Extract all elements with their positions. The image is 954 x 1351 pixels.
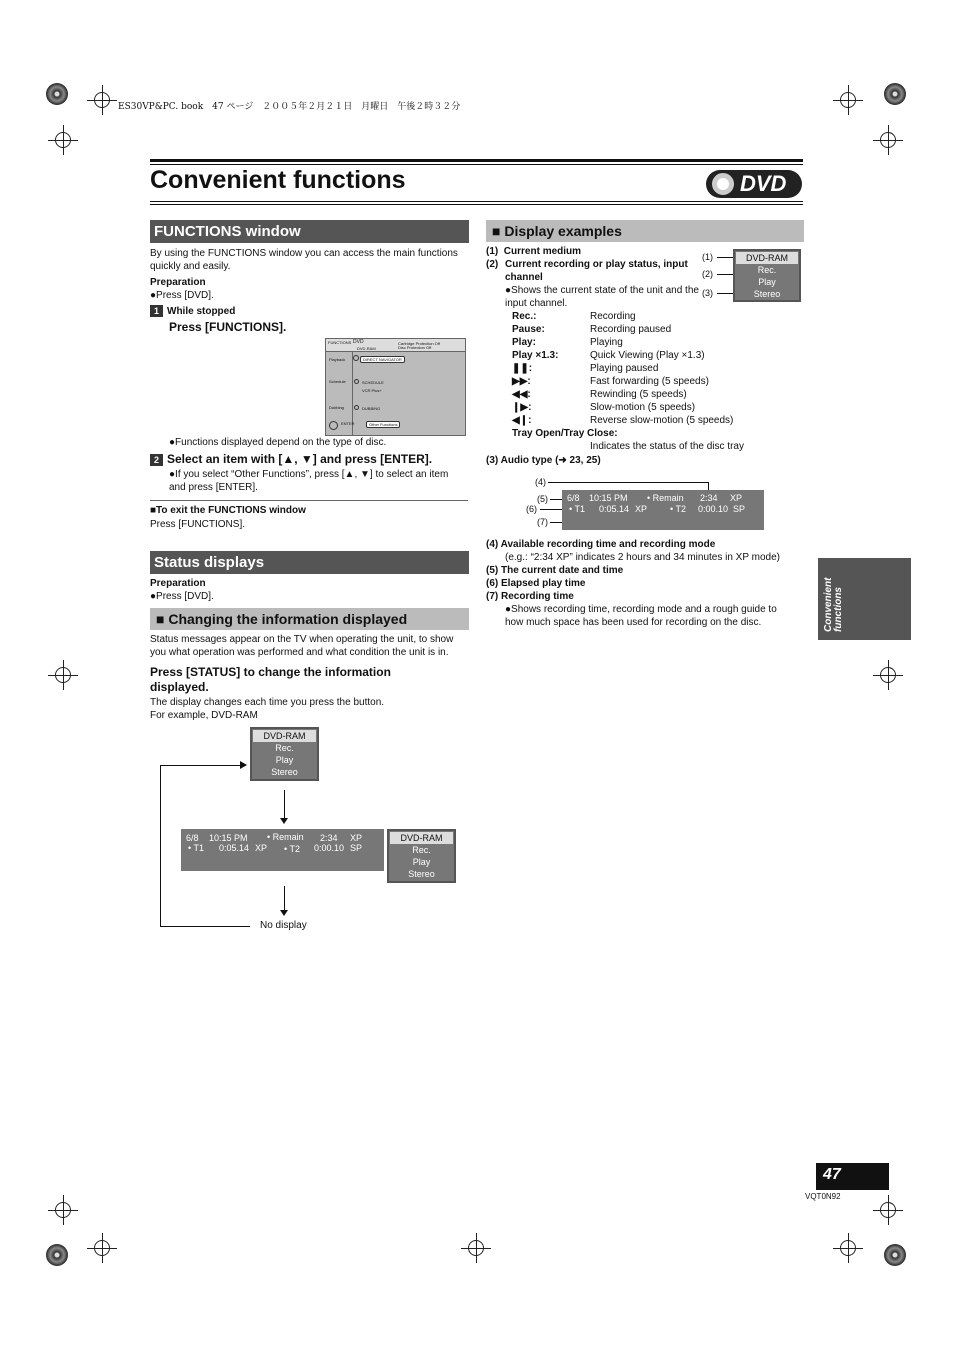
callout-4: (4) xyxy=(535,477,546,487)
schedule-icon xyxy=(354,379,359,384)
model-code: VQT0N92 xyxy=(805,1192,841,1201)
screen-item-other[interactable]: Other Functions xyxy=(366,421,400,428)
functions-prep-label: Preparation xyxy=(150,277,206,288)
tray-label: Tray Open/Tray Close: xyxy=(512,428,618,439)
step2-note: ●If you select “Other Functions”, press [▲, ▼] to select an item and press [ENTER]. xyxy=(169,469,449,493)
screen-item-schedule[interactable]: SCHEDULE xyxy=(362,380,384,385)
divider xyxy=(150,500,468,501)
flow-line xyxy=(160,765,161,926)
box-audio: Stereo xyxy=(753,289,781,299)
bar-remain-time: 2:34 xyxy=(700,493,718,503)
flow-line xyxy=(284,790,285,820)
box-audio: Stereo xyxy=(271,767,298,777)
ex-item4-note: (e.g.: “2:34 XP” indicates 2 hours and 34 minutes in XP mode) xyxy=(505,552,780,563)
bar-remain-mode: XP xyxy=(350,833,363,843)
box-play: Play xyxy=(412,857,431,867)
box-medium: DVD-RAM xyxy=(253,730,316,742)
status-box-top xyxy=(250,727,319,781)
screen-item-dubbing[interactable]: DUBBING xyxy=(362,406,381,411)
bar-remain-mode: XP xyxy=(730,493,743,503)
print-header: ES30VP&PC. book 47 ページ ２００５年２月２１日 月曜日 午後２時３２分 xyxy=(118,102,461,112)
step2 xyxy=(150,452,432,466)
bar-time: 10:15 PM xyxy=(209,833,248,843)
callout-5: (5) xyxy=(537,494,548,504)
bar-t1-label: • T1 xyxy=(188,843,204,853)
state-row: Play: Playing xyxy=(512,337,623,348)
screen-item-direct[interactable]: DIRECT NAVIGATOR xyxy=(360,356,405,363)
bar-remain-label: • Remain xyxy=(647,493,684,503)
side-tab-label: Convenient functions xyxy=(823,577,844,632)
bar-remain-label: • Remain xyxy=(267,832,304,842)
dvd-logo xyxy=(706,170,802,198)
functions-note: ●Functions displayed depend on the type of disc. xyxy=(169,437,387,448)
status-box-right xyxy=(387,829,456,883)
bar-time: 10:15 PM xyxy=(589,493,628,503)
title-rule-bottom2 xyxy=(150,204,803,205)
functions-window-heading: FUNCTIONS window xyxy=(150,220,469,243)
state-row: Pause: Recording paused xyxy=(512,324,672,335)
box-medium: DVD-RAM xyxy=(390,832,453,844)
registration-mark xyxy=(840,1240,856,1256)
arrow-down-icon xyxy=(280,818,288,824)
bar-t2-label: • T2 xyxy=(284,844,300,854)
ex-item2: (2) Current recording or play status, input channel xyxy=(486,259,688,283)
bar-t2-mode: SP xyxy=(733,504,746,514)
screen-row-dubbing: Dubbing xyxy=(329,405,344,410)
status-intro: Status messages appear on the TV when operating the unit, to show you what operation was performed and what condition the unit is in. xyxy=(150,634,454,658)
status-prep-text: ●Press [DVD]. xyxy=(150,591,214,602)
dvd-logo-text: DVD xyxy=(740,171,787,196)
screen-enter-label: ENTER xyxy=(341,421,355,426)
step-number: 2 xyxy=(150,454,163,466)
box-state: Rec. xyxy=(412,845,431,855)
arrow-right-icon xyxy=(240,761,247,769)
callout-6: (6) xyxy=(526,504,537,514)
functions-prep-text: ●Press [DVD]. xyxy=(150,290,214,301)
status-bar xyxy=(181,829,384,871)
registration-mark xyxy=(55,132,71,148)
ex-item4: (4) Available recording time and recording mode xyxy=(486,539,716,550)
box-state: Rec. xyxy=(275,743,294,753)
functions-screen xyxy=(325,338,466,436)
bar-t1-time: 0:05.14 xyxy=(219,843,250,853)
bar-t1-time: 0:05.14 xyxy=(599,504,630,514)
flow-line xyxy=(160,926,250,927)
status-desc2: For example, DVD-RAM xyxy=(150,710,258,721)
callout-3: (3) xyxy=(702,288,713,298)
callout-7: (7) xyxy=(537,517,548,527)
screen-protect1: Cartridge Protection Off xyxy=(398,341,440,346)
title-rule-thin xyxy=(150,164,803,165)
bar-t2-label: • T2 xyxy=(670,504,686,514)
bar-date: 6/8 xyxy=(567,493,580,503)
disc-mark xyxy=(884,1244,906,1266)
cursor-ring-icon xyxy=(353,355,359,361)
bar-t1-mode: XP xyxy=(635,504,648,514)
state-row: ❙▶: Slow-motion (5 speeds) xyxy=(512,402,696,413)
exit-heading: ■To exit the FUNCTIONS window xyxy=(150,505,306,516)
registration-mark xyxy=(880,667,896,683)
status-action: Press [STATUS] to change the information displayed. xyxy=(150,665,391,694)
registration-mark xyxy=(840,92,856,108)
registration-mark xyxy=(880,1202,896,1218)
flow-line xyxy=(160,765,242,766)
callout-line xyxy=(548,482,708,483)
bar-remain-time: 2:34 xyxy=(320,833,338,843)
bar-t2-time: 0:00.10 xyxy=(698,504,729,514)
tray-text: Indicates the status of the disc tray xyxy=(590,441,744,452)
screen-row-schedule: Schedule xyxy=(329,379,346,384)
bar-t1-label: • T1 xyxy=(569,504,585,514)
registration-mark xyxy=(468,1240,484,1256)
screen-medium-sub: DVD-RAM xyxy=(357,346,376,351)
functions-intro: By using the FUNCTIONS window you can access the main functions quickly and easily. xyxy=(150,248,458,272)
flow-line xyxy=(284,886,285,912)
callout-2: (2) xyxy=(702,269,713,279)
screen-title: FUNCTIONS xyxy=(328,340,352,345)
registration-mark xyxy=(55,667,71,683)
registration-mark xyxy=(55,1202,71,1218)
page-number: 47 xyxy=(823,1166,841,1183)
registration-mark xyxy=(94,1240,110,1256)
state-row: Rec.: Recording xyxy=(512,311,636,322)
screen-item-vcr[interactable]: VCR Plus+ xyxy=(362,388,382,393)
status-prep-label: Preparation xyxy=(150,578,206,589)
page-number-box xyxy=(816,1163,889,1190)
box-play: Play xyxy=(275,755,294,765)
changing-info-heading: ■ Changing the information displayed xyxy=(150,608,469,630)
step1-label: While stopped xyxy=(167,306,236,317)
ex-item6: (6) Elapsed play time xyxy=(486,578,586,589)
example-box xyxy=(733,249,801,302)
state-row: ◀❙: Reverse slow-motion (5 speeds) xyxy=(512,415,734,426)
no-display-label: No display xyxy=(260,920,307,931)
state-row: ◀◀: Rewinding (5 speeds) xyxy=(512,389,687,400)
screen-medium: DVD xyxy=(353,339,364,345)
disc-mark xyxy=(884,83,906,105)
registration-mark xyxy=(94,92,110,108)
bar-t1-mode: XP xyxy=(255,843,268,853)
box-audio: Stereo xyxy=(408,869,435,879)
box-state: Rec. xyxy=(757,265,777,275)
ex-item7-note: ●Shows recording time, recording mode and a rough guide to how much space has been used for recording on the disc. xyxy=(505,604,777,628)
side-tab xyxy=(818,558,911,640)
ex-item5: (5) The current date and time xyxy=(486,565,624,576)
ex-item2-note: ●Shows the current state of the unit and the input channel. xyxy=(505,285,699,309)
dubbing-icon xyxy=(354,405,359,410)
page-title: Convenient functions xyxy=(150,166,406,194)
display-examples-heading: ■ Display examples xyxy=(486,220,804,242)
status-displays-heading: Status displays xyxy=(150,551,469,574)
title-rule-bottom xyxy=(150,201,803,202)
enter-dial-icon xyxy=(329,421,338,430)
screen-protect2: Disc Protection Off xyxy=(398,345,432,350)
ex-item7: (7) Recording time xyxy=(486,591,574,602)
disc-mark xyxy=(46,83,68,105)
bar-date: 6/8 xyxy=(186,833,199,843)
box-medium: DVD-RAM xyxy=(736,252,798,264)
step2-action: Select an item with [▲, ▼] and press [ENTER]. xyxy=(167,452,433,466)
step1-action: Press [FUNCTIONS]. xyxy=(169,320,287,334)
bar-t2-time: 0:00.10 xyxy=(314,843,345,853)
ex-item3: (3) Audio type (➜ 23, 25) xyxy=(486,455,601,466)
title-rule-top xyxy=(150,159,803,162)
bar-t2-mode: SP xyxy=(350,843,363,853)
step1 xyxy=(150,305,235,318)
disc-icon xyxy=(712,173,734,195)
arrow-down-icon xyxy=(280,910,288,916)
step-number: 1 xyxy=(150,305,163,317)
screen-row-playback: Playback xyxy=(329,357,346,362)
exit-text: Press [FUNCTIONS]. xyxy=(150,519,246,530)
ex-item1: (1) Current medium xyxy=(486,246,582,257)
status-desc1: The display changes each time you press the button. xyxy=(150,697,385,708)
state-row: ▶▶: Fast forwarding (5 speeds) xyxy=(512,376,709,387)
example-bar xyxy=(562,490,764,530)
state-row: Play ×1.3: Quick Viewing (Play ×1.3) xyxy=(512,350,705,361)
state-list xyxy=(512,310,792,453)
disc-mark xyxy=(46,1244,68,1266)
box-play: Play xyxy=(758,277,776,287)
registration-mark xyxy=(880,132,896,148)
callout-1: (1) xyxy=(702,252,713,262)
state-row: ❚❚: Playing paused xyxy=(512,363,659,374)
